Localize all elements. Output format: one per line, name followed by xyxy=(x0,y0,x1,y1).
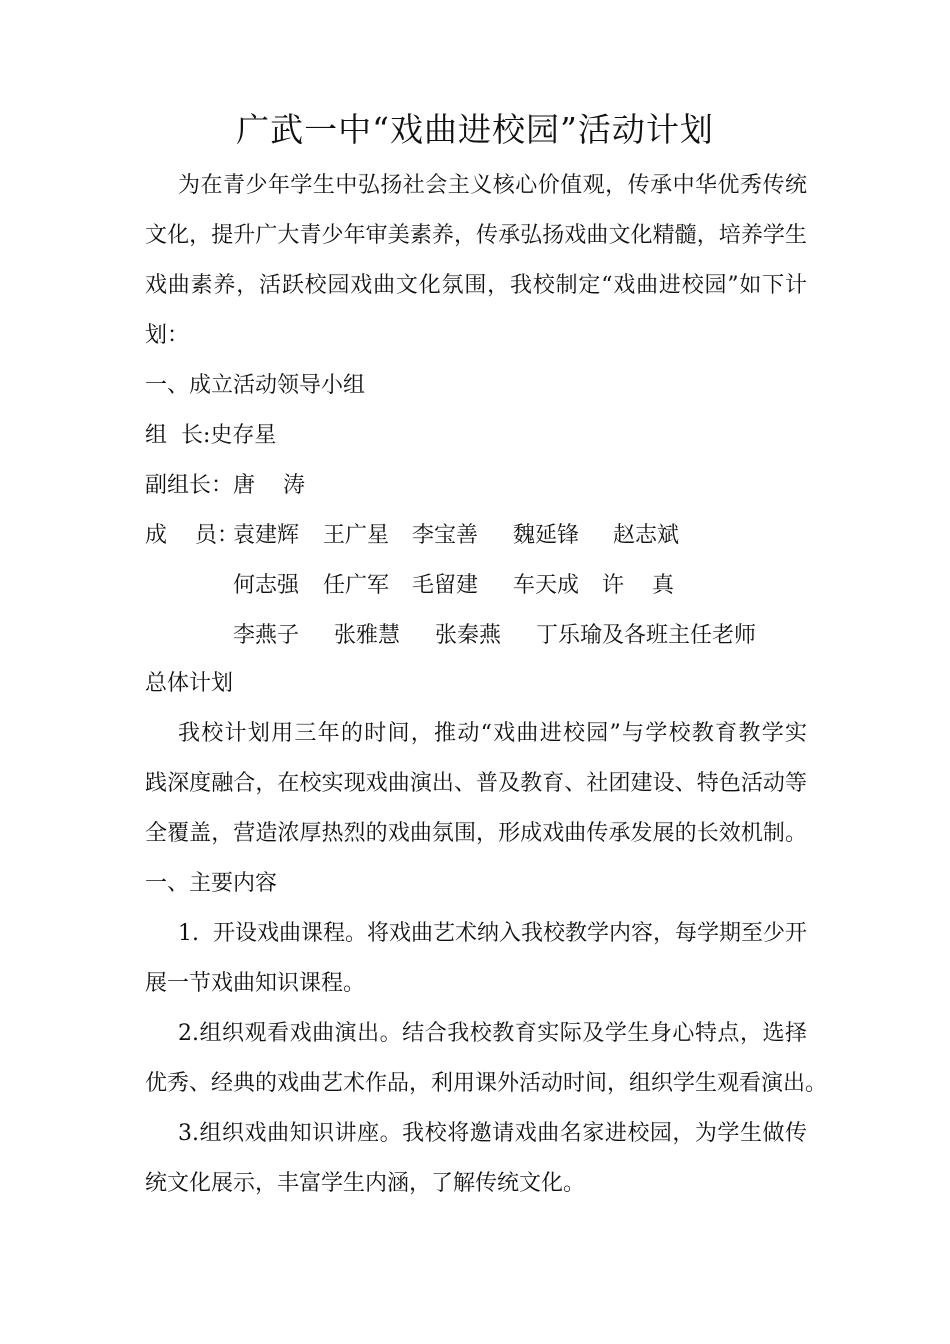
member-name: 张秦燕 xyxy=(435,623,502,648)
document-title: 广武一中“戏曲进校园”活动计划 xyxy=(236,110,714,149)
item2-line-1: 2.组织观看戏曲演出。结合我校教育实际及学生身心特点，选择 xyxy=(178,1021,807,1046)
vice-leader-label: 副组长： xyxy=(145,473,234,498)
member-name: 王广星 xyxy=(323,523,390,548)
item3-line-2: 统文化展示，丰富学生内涵，了解传统文化。 xyxy=(145,1171,586,1196)
item2-line-2: 优秀、经典的戏曲艺术作品，利用课外活动时间，组织学生观看演出。 xyxy=(145,1071,828,1096)
member-name: 丁乐瑜及各班主任老师 xyxy=(536,623,757,648)
members-label: 成 员： xyxy=(145,523,239,548)
member-name: 张雅慧 xyxy=(334,623,401,648)
member-name: 毛留建 xyxy=(412,573,479,598)
overall-line-3: 全覆盖，营造浓厚热烈的戏曲氛围，形成戏曲传承发展的长效机制。 xyxy=(145,821,807,846)
overall-line-1: 我校计划用三年的时间，推动“戏曲进校园”与学校教育教学实 xyxy=(178,721,807,746)
member-name: 许 真 xyxy=(602,573,674,598)
item1-line-1: 1. 开设戏曲课程。将戏曲艺术纳入我校教学内容，每学期至少开 xyxy=(178,921,807,946)
section-heading-group: 一、成立活动领导小组 xyxy=(145,373,366,398)
member-name: 车天成 xyxy=(513,573,580,598)
vice-leader-name: 唐 涛 xyxy=(233,473,305,498)
member-name: 何志强 xyxy=(233,573,300,598)
intro-line-4: 划： xyxy=(145,323,190,348)
leader-line: 组 长:史存星 xyxy=(145,423,277,448)
member-name: 李宝善 xyxy=(412,523,479,548)
intro-line-3: 戏曲素养，活跃校园戏曲文化氛围，我校制定“戏曲进校园”如下计 xyxy=(145,273,807,298)
section-heading-content: 一、主要内容 xyxy=(145,871,278,896)
member-name: 袁建辉 xyxy=(233,523,300,548)
overall-line-2: 践深度融合，在校实现戏曲演出、普及教育、社团建设、特色活动等 xyxy=(145,771,807,796)
intro-line-2: 文化，提升广大青少年审美素养，传承弘扬戏曲文化精髓，培养学生 xyxy=(145,223,807,248)
section-heading-overall: 总体计划 xyxy=(145,671,234,696)
item3-line-1: 3.组织戏曲知识讲座。我校将邀请戏曲名家进校园，为学生做传 xyxy=(178,1121,807,1146)
member-name: 任广军 xyxy=(323,573,390,598)
member-name: 李燕子 xyxy=(233,623,300,648)
intro-line-1: 为在青少年学生中弘扬社会主义核心价值观，传承中华优秀传统 xyxy=(178,173,807,198)
member-name: 赵志斌 xyxy=(613,523,680,548)
item1-line-2: 展一节戏曲知识课程。 xyxy=(145,971,366,996)
member-name: 魏延锋 xyxy=(513,523,580,548)
